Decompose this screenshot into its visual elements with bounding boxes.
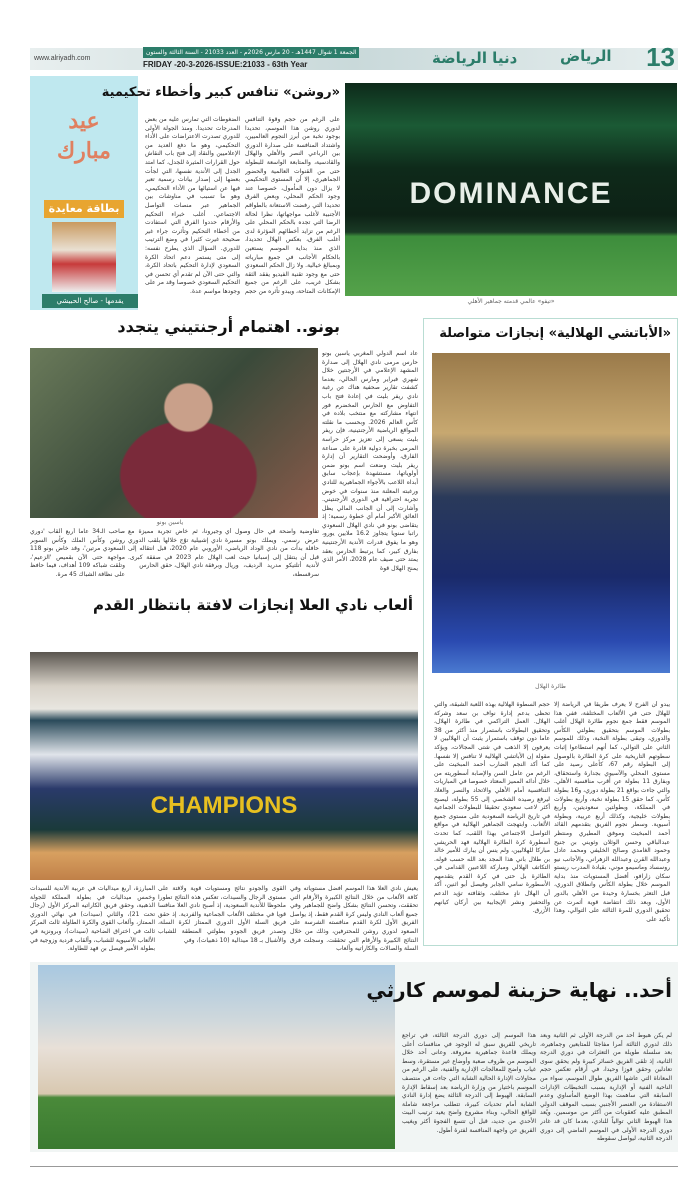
ola-column-1: يعيش نادي العلا هذا الموسم أفضل مستوياته وفي كافة الألعاب من خلال النتائج الكبيرة والأرقام التي تحققت، وتحسن النتائج بشكل واضح للجماهير وفي جميع ألعاب النادي وليس كرة القدم فقط، إذ يواصل الفريق الأول لكرة القدم منافسته الشرسة على الصعود لدوري روشن للمحترفين، وذلك من خلال النتائج الكبيرة والأرقام التي تحققت. وسجلت فرق السلة والصالات والكاراتيه وألعاب xyxy=(290,885,418,953)
bono-column-1: تفاوضية واضحة في حال وصول أي عرض رسمي. ويملك بونو مسيرة حافلة بدأت من نادي الوداد الرياضي، قبل أن ينتقل إلى إسبانيا حيث لعب لأندية أتلتيكو مدريد الرديف، وريال سرقسطة، xyxy=(225,528,319,578)
uhud-team-photo xyxy=(38,965,395,1149)
uhud-column-2: هذا الموسم إلى دوري الدرجة الثالثة، في تراجع تاريخي للفريق سبق له الوجود في منافسات أعلى ويملك قاعدة جماهيرية معروفة. وعانى أحد خلال الموسم من ظروف صعبة وأوضاع غير مستقرة، وسط غياب واضح للمعالجات الإدارية والفنية، على الرغم من محاولات الإدارة الحالية الشابة التي جاءت في منتصف الموسم باختيار من وزارة الرياضة بعد إسقاط الإدارة السابقة. الهبوط إلى الدرجة الثالثة يضع إدارة النادي الشابة أمام تحديات كبيرة، تتطلب مراجعة شاملة للواقع الحالي، وبناء مشروع واضح يعيد ترتيب البيت الأحدي من جديد، قبل أن تتسع الفجوة أكثر ويغيب الفريق عن واجهة المنافسة لفترة أطول. xyxy=(402,1032,536,1134)
uhud-headline: أحد.. نهاية حزينة لموسم كارثي xyxy=(366,978,672,1002)
hilal-headline: «الأباتشي الهلالية» إنجازات متواصلة xyxy=(439,326,671,341)
bono-photo-caption: ياسين بونو xyxy=(156,519,184,526)
eid-calligraphy: عيد مبارك xyxy=(57,108,111,164)
presenter-name: يقدمها - صالح الحبيشي xyxy=(42,294,138,308)
hilal-column-1: يبدو أن الفرح لا يعرف طريقا في الرياضة إلا للهلال حتى في الألعاب المختلفة، ففي هذا الموسم فقط جمع نجوم طائرة الهلال أغلب بطولات الموسم بتحقيق بطولتي الكأس والدوري، وتبقى بطولة النخبة، وذلك للموسم الثاني على التوالي، كما أنهم استطاعوا إثبات سطوتهم التاريخية على كرة الطائرة بالوصول إلى البطولة رقم 67، كأعلى رصيد على مستوى المحلي والآسيوي بجدارة واستحقاق، وبفارق 11 بطولة عن أقرب منافسيه الأهلي. والتي جاءت بواقع 21 بطولة دوري، و16 بطولة كأس، كما حقق 15 بطولة نخبة، وأربع بطولات في المملكة، وبطولتين سعوديتين، وأربع بطولات خليجية، وكذلك أربع عربية، وبطولة آسيوية. وسطر نجوم الفريق بتقدمهم القائد أحمد المبخيت وموفق المطيري ومنتظر عبدالباقي وحسن الوثلان وثويني بن جنيح وحمود الغامدي وصالح الخليفي ومحمد عادل وعبدالله القرن وعبدالله الزهراني، والأجانب نيو روسساد وماسيمو موني، بقيادة المدرب ريستو سكان زارافو، أفضل المستويات منذ بداية الموسم خلال بطولة الكأس وانطلاق الدوري، قبل التعثر بخسارة وحيدة من الأهلي بالدور الأول، وبعد ذلك انتفاضة قوية أثمرت عن تحقيق الدوري للمرة الثالثة على التوالي، وهذا تأكيد على xyxy=(554,701,670,923)
roshn-headline: «روشن» تنافس كبير وأخطاء تحكيمية xyxy=(101,85,340,100)
bono-photo xyxy=(30,348,318,518)
hilal-volleyball-box xyxy=(423,318,678,946)
bono-headline: بونو.. اهتمام أرجنتيني يتجدد xyxy=(117,317,340,336)
page-bottom-rule xyxy=(30,1166,678,1167)
newspaper-logo: الرياض xyxy=(560,47,612,65)
ola-headline: ألعاب نادي العلا إنجازات لافتة بانتظار القدم xyxy=(92,596,413,614)
roshn-column-1: على الرغم من حجم وقوة التنافس لدوري روشن هذا الموسم، تحديدا بوجود نخبة من أبرز النجوم العالميين، واشتداد المنافسة على صدارة الدوري بين الرباعي النصر والأهلي والهلال والقادسية، والمتابعة الواسعة للبطولة حتى من القنوات العالمية والحضور الجماهيري، إلا أن المستوى التحكيمي لا يزال دون المأمول، خصوصا عند وجود الحكم المحلي، وبعض الفرق تحديدا التي رفضت الاستعانة بالطواقم الأجنبية لأغلب مواجهاتها، نظرا لحالة الرضا التي تجده بالحكم المحلي على الرغم من تزايد أخطائهم المؤثرة لدى أغلب الفرق، بعكس الهلال تحديدا، الذي منذ بداية الموسم يستعين بالحكام الأجانب في جميع مبارياته وبمبالغ خيالية. ولا زال الحكم السعودي حتى مع وجود تقنية الفيديو يفقد الثقة بشكل غريب، على الرغم من جميع الإمكانات المتاحة، ويبدو تأثره من حجم xyxy=(245,116,340,295)
presenter-photo xyxy=(52,222,116,292)
champions-sign: CHAMPIONS xyxy=(150,792,298,819)
roshn-column-2: الضغوطات التي تمارس عليه من بعض المدرجات تحديدا. ومنذ الجولة الأولى للدوري تصدرت الاعتراضات على الأداء التحكيمي، وهو ما دفع العديد من الإعلاميين والنقاد إلى فتح باب النقاش حول القرارات المثيرة للجدل، كما امتد الجدل إلى الأندية نفسها، التي لجأت بعضها إلى إصدار بيانات رسمية تعبر فيها عن استيائها من الأداء التحكيمي، وهو ما تسبب في مناوشات بين الجماهير عبر منصات التواصل الاجتماعي. أغلب خبراء التحكيم والأرقام حددوا الفرق التي استفادت من أخطاء التحكيم وتأثرت جراء غير صحيحة غيرت كثيرا في وضع الترتيب للدوري. السؤال الذي يطرح نفسه: إلى متى يستمر دعم اتحاد الكرة السعودي لإدارة التحكيم باتحاد الكرة، والتي حتى الآن لم تقدم أي تحسن في التحكيم السعودي خصوصا وقد مر على وجودها مواسم عدة. xyxy=(145,116,240,295)
ahli-tifo-photo xyxy=(345,83,677,296)
website-link[interactable]: www.alriyadh.com xyxy=(34,55,91,62)
ola-column-3: المبارزة، أربع ميداليات في عربية الأندية للسيدات وخمس ميداليات في بطولة المملكة للجولة الذهبية، وحقق فريق الكاراتيه المركز الأول (رجال تحت 21)، والثاني (سيدات) في نهائي الدوري الممتاز، وألعاب القوى والكرة الطاولة ثالث المركز ثالث في اختراق الضاحية (سيدات)، وبرونزية في الألعاب الآسيوية للشباب، وألقاب فردية وزوجية في بطولة الأمير فيصل بن فهد للطاولة. xyxy=(30,885,155,953)
uhud-column-1: لم يكن هبوط أحد من الدرجة الأولى ثم الثانية وبعد ذلك لدوري الثالثة أمرا مفاجئا للمتابعين وجماهيره، بعد سلسلة طويلة من التعثرات في دوري الدرجة الثانية، إذ تلقى الفريق خسائر كبيرة ولم يحقق سوى تعادلين وحقق فوزا وحيدا، في أرقام تعكس حجم المعاناة التي عاشها الفريق طوال الموسم، سواء من الناحية الفنية أو الإدارية بسبب التخبطات الإدارات السابقة التي ساهمت بهذا الوضع المأساوي وعدم الاستفادة من العنصر الأجنبي بسبب الموقف الدولي المطبق عليه كعقوبات من أكثر من موسمين. ويُعد هذا الهبوط الثاني توالياً للنادي، بعدما كان قد غادر دوري الدرجة الأولى في الموسم الماضي إلى دوري الدرجة الثانية، ليواصل سقوطه xyxy=(540,1032,672,1143)
eid-greeting-ad xyxy=(30,76,138,310)
bono-column-3: صاحب الـ34 عاما أربع ألقاب 'دوري روشن وكأس الملك وكأس السوبر السعودي مرتين'، وقد خاض بونو 118 مواجهة حتى الآن بقميص 'الزعيم'، وتلقت شباكه 109 أهداف، فيما حافظ على نظافة الشباك 45 مرة. xyxy=(30,528,125,578)
hilal-photo-caption: طائرة الهلال xyxy=(535,683,566,690)
roshn-photo-caption: «تيفو» عالمي قدمته جماهير الأهلي xyxy=(467,298,555,305)
hilal-column-2: حجم السطوة الهلالية بهذه اللعبة الشيقة، والتي تحظى بدعم إدارة نواف بن سعد وشركة الهلال. العمل التراكمي في طائرة الهلال، وتحقيق البطولات باستمرار منذ أكثر من 38 عاما دون توقف باستمرار يثبت أن الهلاليين لا يعرفون إلا الذهب في شتى المجالات، ويؤكد مقولة إن الأباتشي الهلالية لا تنافس إلا نفسها. كما أكد النجم الضارب أحمد المبخيت على الرغم من عامل السن والإصابة أسطوريته من خلال أدائه المميز المعتاد خصوصا في المباريات التنافسية أمام الأهلي والاتحاد والنصر والعلا، ليرفع رصيده الشخصي إلى 55 بطولة، ليصبح أكثر لاعب سعودي تحقيقا للبطولات الجماعية في تاريخ الرياضة السعودية على مستوى جميع الألعاب. وابتهجت الجماهير الهلالية في مواقع التواصل الاجتماعي بهذا اللقب، كما تحدث أسطورة كرة الطائرة الهلالية فهد الحريشي مباركا للهلاليين، ولم ينس أن يبارك للأمير خالد بن طلال باني هذا المجد بعد الله حسب قوله. التكاتف الهلالي ومباركة اللاعبين القدامى في الطائرة بل حتى في كرة القدم يتقدمهم الأسطورة سامي الجابر وفيصل أبو اثنين، أكد أن الهلال نادٍ مختلف، وثقافته تؤيد الدعم والتحفيز ونشر الإيجابية بين أركان كيانهم الأزرق. xyxy=(434,701,550,915)
greeting-card-title: بطاقة معايدة xyxy=(44,200,124,218)
section-title: دنيا الرياضة xyxy=(432,49,518,67)
bono-side-column: عاد اسم الدولي المغربي ياسين بونو حارس مرمى نادي الهلال إلى صدارة المشهد الإعلامي في الأرجنتين خلال شهري فبراير ومارس الحالي، بعدما كشفت تقارير صحفية هناك عن رغبة نادي ريفر بليت في إعادة فتح باب التفاوض مع الحارس المخضرم فور انتهاء مشاركته مع منتخب بلاده في كأس العالم 2026. وبحسب ما نقلته المواقع الرياضية الأرجنتينية، فإن ريفر بليت يسعى إلى تعزيز مركز حراسة المرمى بخبرة دولية قادرة على صناعة الفارق، وأوضحت التقارير أن إدارة ريفر بليت وضعت اسم بونو ضمن أولوياتها، مستشهدة بإعجاب سابق أبداه اللاعب بالأجواء الجماهيرية للنادي ورغبته المعلنة منذ سنوات في خوض تجربة احترافية في الدوري الأرجنتيني. وأشارت إلى أن الجانب المالي يظل العائق الأكبر أمام أي خطوة رسمية؛ إذ يتقاضى بونو في نادي الهلال السعودي راتبا سنويا يتجاوز 16.2 ملايين يورو، وهو ما يفوق قدرات الأندية الأرجنتينية بفارق كبير، كما يرتبط الحارس بعقد يمتد حتى صيف عام 2028، الأمر الذي يمنح الهلال قوة xyxy=(322,350,418,572)
hilal-team-photo xyxy=(432,353,670,673)
ola-column-2: القوى والجودو نتائج ومستويات قوية ولافتة على مستوى الرجال والسيدات، تعكس هذه النتائج تطورا ملحوظا للأندية السعودية، إذ أصبح نادي العلا منافسا قويا في مختلف الألعاب الجماعية والفردية. إذ حقق فريق السلة الأول الدوري الممتاز لكرة السلة، وتصدر فريق الجودو بطولتي المنطقة للشباب والأشبال بـ 18 ميدالية (10 ذهبيات)، وفي xyxy=(158,885,286,944)
bono-column-2: وجيرونا، ثم خاض تجربة مميزة مع نادي إشبيلية توّج خلالها بلقب الدوري الأوروبي عام 2020، قبل انتقاله إلى الهلال عام 2023 في صفقة كبرى. وبرفقة نادي الهلال، حقق الحارس xyxy=(128,528,222,570)
ola-champions-photo xyxy=(30,652,418,880)
date-arabic: الجمعة 1 شوال 1447هـ - 20 مارس 2026م - العدد 21033 - السنة الثالثة والستون xyxy=(143,47,359,58)
page-number: 13 xyxy=(646,42,675,72)
tifo-banner-text: DOMINANCE xyxy=(409,177,613,210)
uhud-box xyxy=(30,962,678,1152)
date-english: FRIDAY -20-3-2026-ISSUE:21033 - 63th Year xyxy=(143,60,308,69)
